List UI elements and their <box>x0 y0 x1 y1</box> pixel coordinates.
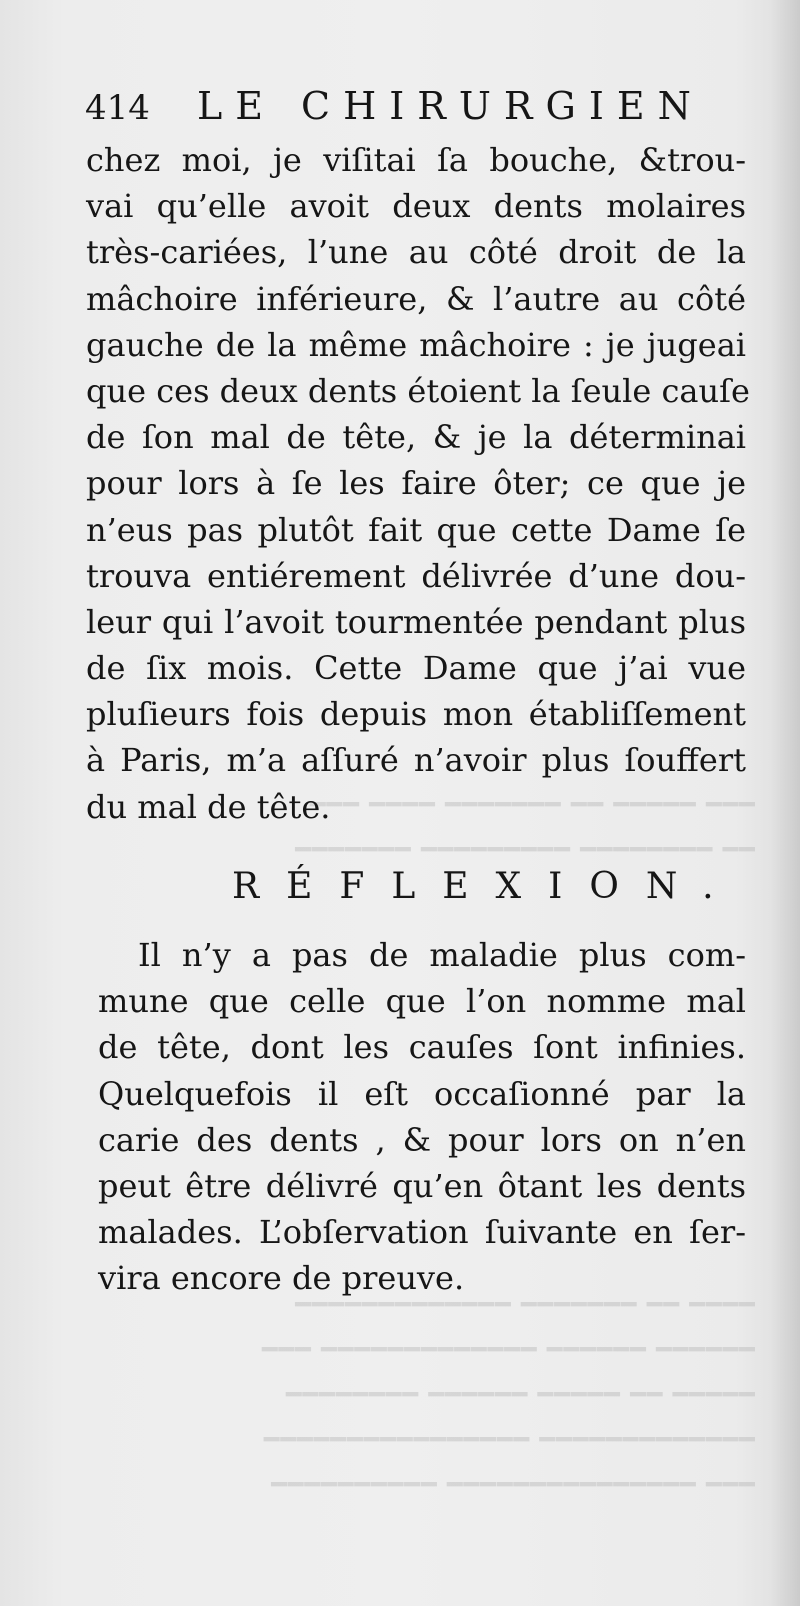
page-number: 414 <box>85 88 150 128</box>
text-line: de tête, dont les cauſes ſont infinies. <box>98 1028 746 1067</box>
page-header <box>85 84 745 134</box>
text-line: gauche de la même mâchoire : je jugeai <box>86 325 746 364</box>
text-line: pour lors à ſe les faire ôter; ce que je <box>86 464 746 503</box>
text-line: à Paris, m’a aſſuré n’avoir plus ſouffert <box>86 741 746 780</box>
paragraph-1 <box>86 137 750 830</box>
text-line: mune que celle que l’on nomme mal <box>98 982 746 1021</box>
text-line: chez moi, je viſitai ſa bouche, &trou- <box>86 141 746 179</box>
text-line: pluſieurs fois depuis mon établiſſement <box>86 695 746 734</box>
text-line: Il n’y a pas de maladie plus com- <box>138 936 746 974</box>
bleed-through-mark: ━━━━━ ━━ ━━━━━ ━━━━━━ ━━━━━━━━ <box>284 1380 755 1410</box>
paragraph-2 <box>98 932 746 1302</box>
bleed-through-mark: ━━━ ━━━━━━━━━━━━━━━ ━━━━━━━━━━ <box>270 1470 755 1500</box>
bleed-through-mark: ━━━━━━ ━━━━━━ ━━━━━━━━━━━━━ ━━━ <box>260 1335 755 1365</box>
section-title: RÉFLEXION. <box>232 866 741 907</box>
text-line: que ces deux dents étoient la ſeule cauſe <box>86 371 750 410</box>
text-line: carie des dents , & pour lors on n’en <box>98 1120 746 1159</box>
text-line: leur qui l’avoit tourmentée pendant plus <box>86 602 746 641</box>
text-line: vira encore de preuve. <box>98 1259 465 1298</box>
bleed-through-mark: ━━━ ━━━━━ ━━ ━━━━━━━ ━━━━ ━━━ <box>308 790 755 820</box>
page-edge-shadow <box>770 0 800 1606</box>
text-line: très-cariées, l’une au côté droit de la <box>86 233 746 272</box>
text-line: vai qu’elle avoit deux dents molaires <box>86 187 746 226</box>
bleed-through-mark: ━━━━ ━━ ━━━━━━━ ━━━━━━━━━━━━━ <box>294 1290 755 1320</box>
text-line: du mal de tête. <box>86 787 331 826</box>
bleed-through-mark: ━━ ━━━━━━━━ ━━━━━━━━━ ━━━━━━━ <box>294 835 755 865</box>
text-line: Quelquefois il eſt occaſionné par la <box>98 1074 746 1113</box>
text-line: peut être délivré qu’en ôtant les dents <box>98 1166 746 1205</box>
text-line: de ſon mal de tête, & je la déterminai <box>86 418 746 457</box>
text-line: trouva entiérement délivrée d’une dou- <box>86 556 746 595</box>
running-head: LE CHIRURGIEN <box>197 84 704 128</box>
text-line: n’eus pas plutôt fait que cette Dame ſe <box>86 510 746 549</box>
text-line: de ſix mois. Cette Dame que j’ai vue <box>86 649 746 688</box>
text-line: malades. L’obſervation ſuivante en ſer- <box>98 1213 746 1252</box>
bleed-through-mark: ━━━━━━━━━━━━━ ━━━━━━━━━━━━━━━━ <box>262 1425 755 1455</box>
text-line: mâchoire inférieure, & l’autre au côté <box>86 279 746 318</box>
